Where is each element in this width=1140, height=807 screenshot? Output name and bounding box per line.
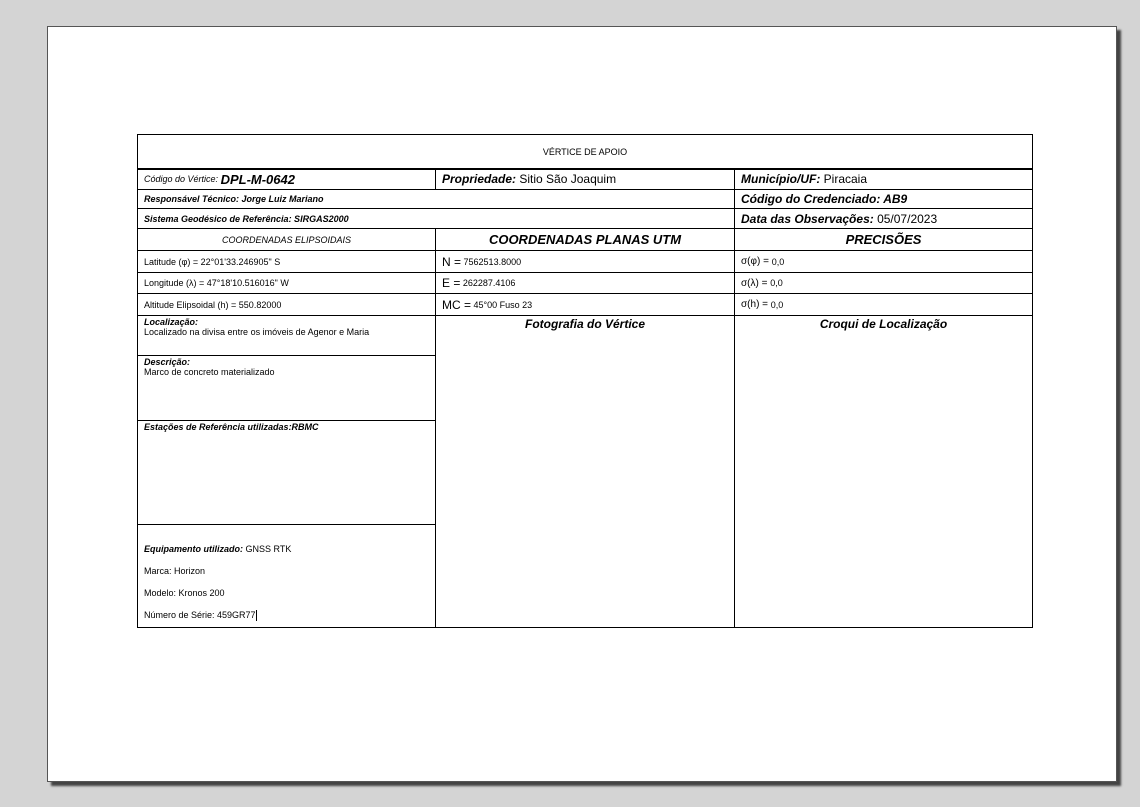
codigo-value: DPL-M-0642 (220, 171, 295, 187)
latitude-cell (137, 250, 436, 273)
equipamento-value: GNSS RTK (245, 544, 292, 554)
latitude-text: Latitude (φ) = 22°01'33.246905" S (144, 256, 281, 267)
longitude-cell (137, 272, 436, 294)
responsavel-text: Responsável Técnico: Jorge Luiz Mariano (144, 194, 324, 204)
responsavel-cell (137, 189, 735, 209)
descricao-text: Marco de concreto materializado (144, 367, 275, 377)
equipamento-line (144, 538, 291, 560)
utm-n-cell (435, 250, 735, 273)
document-title (137, 134, 1033, 170)
serie-line[interactable] (144, 604, 257, 626)
codigo-label: Código do Vértice: (144, 174, 219, 184)
precisao-key: σ(h) = (741, 299, 769, 310)
croqui-cell (734, 315, 1033, 628)
precisao-lon-cell (734, 272, 1033, 294)
header-elipsoidais (137, 228, 436, 251)
precisao-lat-cell (734, 250, 1033, 273)
altitude-text: Altitude Elipsoidal (h) = 550.82000 (144, 299, 282, 310)
data-label: Data das Observações: (741, 211, 874, 226)
marca-text: Marca: Horizon (144, 566, 206, 576)
altitude-cell (137, 293, 436, 316)
utm-value: 7562513.8000 (463, 256, 522, 267)
utm-key: N = (442, 254, 462, 269)
municipio-value: Piracaia (823, 172, 868, 186)
localizacao-text: Localizado na divisa entre os imóveis de Agenor e Maria (144, 327, 370, 337)
data-value: 05/07/2023 (877, 211, 938, 226)
header-precisoes (734, 228, 1033, 251)
modelo-text: Modelo: Kronos 200 (144, 588, 225, 598)
codigo-cell (137, 168, 436, 190)
credenciado-cell (734, 189, 1033, 209)
utm-key: E = (442, 276, 461, 290)
croqui-title: Croqui de Localização (819, 317, 948, 331)
utm-e-cell (435, 272, 735, 294)
data-cell (734, 208, 1033, 229)
text-cursor (256, 610, 257, 621)
equipamento-cell (137, 524, 436, 628)
utm-value: 262287.4106 (462, 278, 516, 288)
descricao-label: Descrição: (144, 357, 191, 367)
fotografia-title: Fotografia do Vértice (524, 317, 646, 331)
localizacao-cell (137, 315, 436, 356)
serie-text: Número de Série: 459GR77 (144, 610, 256, 620)
sistema-cell (137, 208, 735, 229)
credenciado-text: Código do Credenciado: AB9 (741, 192, 908, 206)
propriedade-cell (435, 168, 735, 190)
propriedade-value: Sitio São Joaquim (519, 172, 617, 186)
header-utm (435, 228, 735, 251)
title-text: VÉRTICE DE APOIO (542, 146, 628, 157)
precisao-value: 0,0 (771, 256, 785, 267)
estacoes-text: Estações de Referência utilizadas:RBMC (144, 422, 319, 432)
precisao-value: 0,0 (770, 299, 784, 310)
precisao-key: σ(λ) = (741, 277, 768, 289)
header-text: COORDENADAS ELIPSOIDAIS (221, 234, 352, 245)
precisao-h-cell (734, 293, 1033, 316)
fotografia-cell (435, 315, 735, 628)
equipamento-label: Equipamento utilizado: (144, 544, 243, 554)
header-text: COORDENADAS PLANAS UTM (488, 232, 682, 247)
precisao-key: σ(φ) = (741, 256, 769, 267)
utm-value: 45°00 Fuso 23 (473, 299, 533, 310)
municipio-label: Município/UF: (741, 172, 821, 186)
propriedade-label: Propriedade: (442, 172, 517, 186)
sistema-text: Sistema Geodésico de Referência: SIRGAS2000 (144, 213, 349, 224)
utm-key: MC = (442, 297, 472, 312)
longitude-text: Longitude (λ) = 47°18'10.516016" W (144, 278, 289, 288)
estacoes-cell (137, 420, 436, 525)
precisao-value: 0,0 (770, 278, 783, 288)
municipio-cell (734, 168, 1033, 190)
utm-mc-cell (435, 293, 735, 316)
header-text: PRECISÕES (845, 232, 922, 247)
localizacao-label: Localização: (144, 317, 199, 327)
descricao-cell (137, 355, 436, 421)
